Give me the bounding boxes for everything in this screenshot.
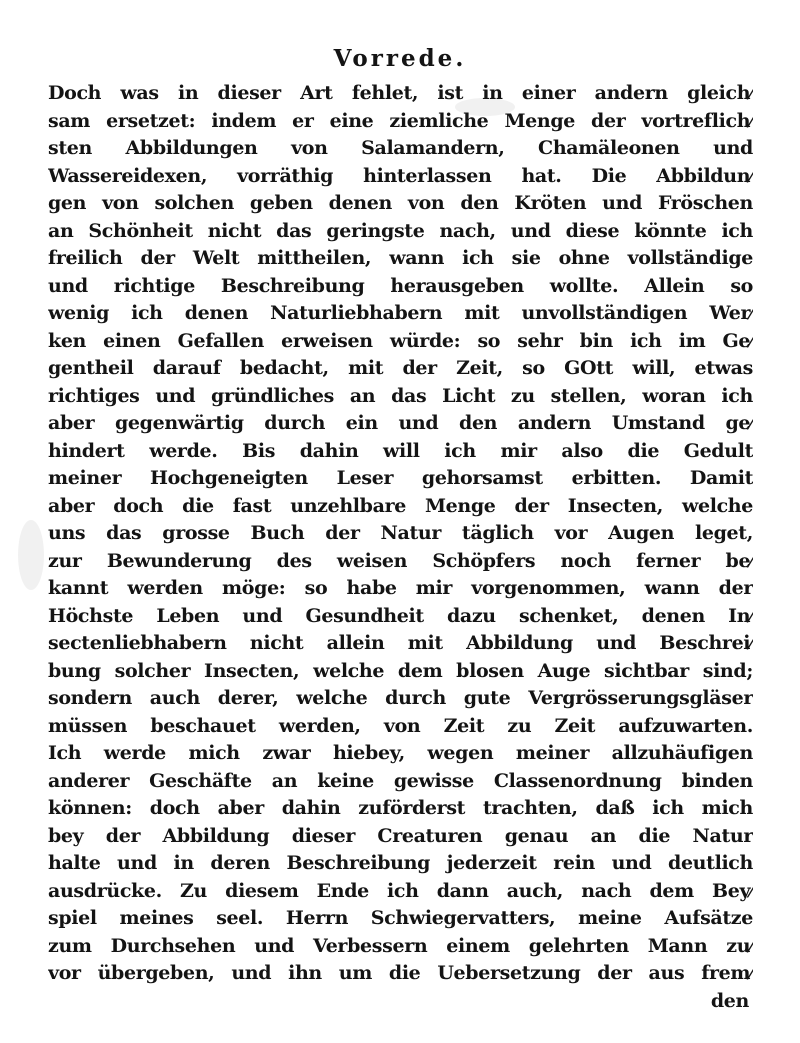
- text-line: können: doch aber dahin zuförderst trachten, daß ich mich: [48, 797, 753, 819]
- text-line: freilich der Welt mittheilen, wann ich sie ohne vollständige: [48, 247, 753, 269]
- text-line: zur Bewunderung des weisen Schöpfers noch ferner be⁄: [48, 549, 753, 572]
- text-line: müssen beschauet werden, von Zeit zu Zeit aufzuwarten.: [48, 714, 753, 737]
- text-line: bey der Abbildung dieser Creaturen genau an die Natur: [48, 824, 753, 847]
- text-line: uns das grosse Buch der Natur täglich vor Augen leget,: [48, 522, 753, 544]
- text-line: Ich werde mich zwar hiebey, wegen meiner allzuhäufigen: [48, 742, 753, 764]
- page-header: Vorrede.: [333, 45, 467, 72]
- text-line: sten Abbildungen von Salamandern, Chamäleonen und: [48, 137, 753, 159]
- catchword: den: [710, 989, 749, 1012]
- text-line: spiel meines seel. Herrn Schwiegervatters, meine Aufsätze: [48, 907, 753, 929]
- text-line: an Schönheit nicht das geringste nach, und diese könnte ich: [48, 219, 753, 242]
- text-line: aber doch die fast unzehlbare Menge der Insecten, welche: [48, 494, 753, 517]
- text-line: halte und in deren Beschreibung jederzeit rein und deutlich: [48, 852, 753, 874]
- paper-stain: [18, 520, 44, 590]
- text-line: gentheil darauf bedacht, mit der Zeit, so GOtt will, etwas: [48, 357, 753, 379]
- text-line: sam ersetzet: indem er eine ziemliche Menge der vortreflich⁄: [48, 109, 753, 132]
- text-line: wenig ich denen Naturliebhabern mit unvollständigen Wer⁄: [48, 302, 753, 324]
- text-line: sondern auch derer, welche durch gute Vergrösserungsgläser: [48, 687, 753, 709]
- text-line: Wassereidexen, vorräthig hinterlassen hat. Die Abbildun⁄: [48, 164, 753, 187]
- text-line: zum Durchsehen und Verbessern einem gelehrten Mann zu⁄: [48, 934, 753, 957]
- text-line: vor übergeben, und ihn um die Uebersetzung der aus frem⁄: [48, 962, 753, 984]
- text-line: anderer Geschäfte an keine gewisse Classenordnung binden: [48, 769, 753, 792]
- text-line: richtiges und gründliches an das Licht zu stellen, woran ich: [48, 384, 753, 407]
- text-line: ken einen Gefallen erweisen würde: so sehr bin ich im Ge⁄: [48, 329, 753, 352]
- text-line: hindert werde. Bis dahin will ich mir also die Gedult: [48, 439, 753, 462]
- text-line: aber gegenwärtig durch ein und den andern Umstand ge⁄: [48, 412, 753, 434]
- text-line: gen von solchen geben denen von den Kröten und Fröschen: [48, 192, 753, 214]
- text-line: und richtige Beschreibung herausgeben wollte. Allein so: [48, 274, 753, 297]
- text-line: sectenliebhabern nicht allein mit Abbildung und Beschrei⁄: [48, 632, 753, 654]
- text-line: Höchste Leben und Gesundheit dazu schenket, denen In⁄: [48, 604, 753, 627]
- text-line: ausdrücke. Zu diesem Ende ich dann auch, nach dem Bey⁄: [48, 879, 753, 902]
- text-line: Doch was in dieser Art fehlet, ist in einer andern gleich⁄: [48, 82, 753, 104]
- text-line: kannt werden möge: so habe mir vorgenommen, wann der: [48, 577, 753, 599]
- text-line: meiner Hochgeneigten Leser gehorsamst erbitten. Damit: [48, 467, 753, 489]
- body-text: [48, 80, 753, 1015]
- text-line: bung solcher Insecten, welche dem blosen Auge sichtbar sind;: [48, 659, 753, 682]
